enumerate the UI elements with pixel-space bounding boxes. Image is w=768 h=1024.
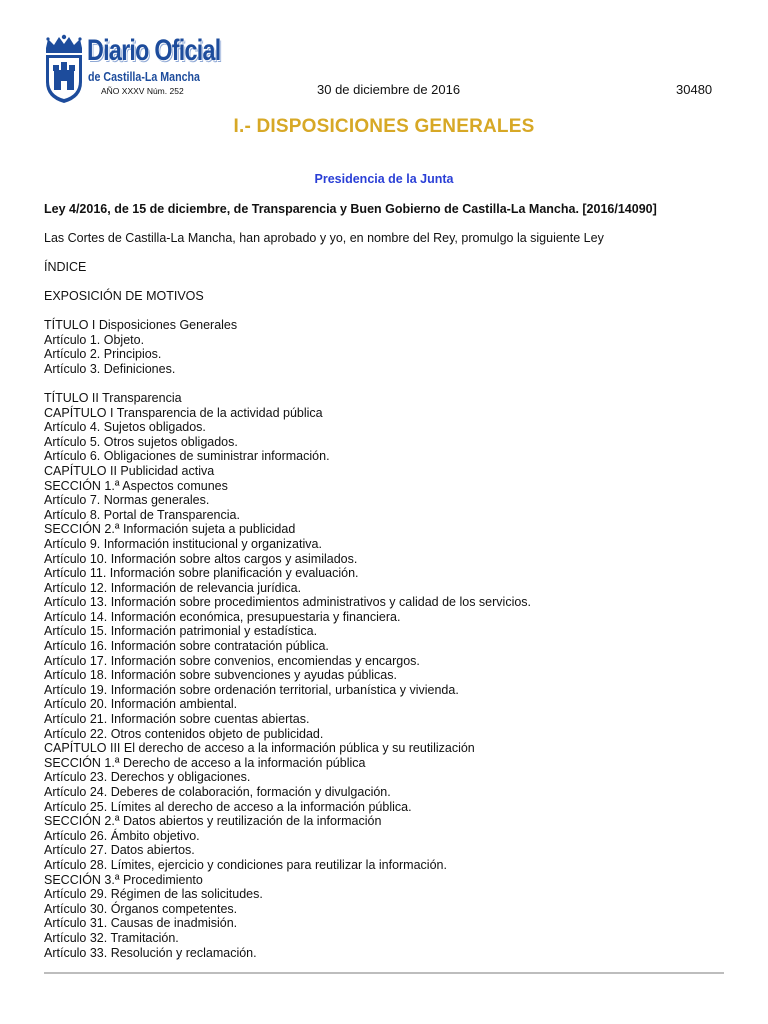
toc-line: Artículo 30. Órganos competentes. <box>44 901 238 916</box>
toc-line: Artículo 25. Límites al derecho de acceso a la información pública. <box>44 799 412 814</box>
issue-number: AÑO XXXV Núm. 252 <box>101 86 184 96</box>
toc-line: Artículo 1. Objeto. <box>44 332 145 347</box>
exposicion-heading: EXPOSICIÓN DE MOTIVOS <box>44 289 204 303</box>
toc-group <box>44 391 744 960</box>
toc-line: Artículo 19. Información sobre ordenación territorial, urbanística y vivienda. <box>44 682 459 697</box>
toc-line: Artículo 2. Principios. <box>44 347 162 362</box>
toc-line: Artículo 20. Información ambiental. <box>44 697 238 712</box>
toc-line: Artículo 13. Información sobre procedimientos administrativos y calidad de los servicios. <box>44 595 532 610</box>
toc-line: Artículo 8. Portal de Transparencia. <box>44 507 240 522</box>
toc-line: Artículo 32. Tramitación. <box>44 930 179 945</box>
logo-title: Diario Oficial <box>87 34 221 67</box>
toc-line: Artículo 9. Información institucional y organizativa. <box>44 536 322 551</box>
toc-line: Artículo 11. Información sobre planificación y evaluación. <box>44 566 359 581</box>
toc-line: Artículo 16. Información sobre contratación pública. <box>44 639 329 654</box>
toc-line: SECCIÓN 3.ª Procedimiento <box>44 872 203 887</box>
toc-line: Artículo 7. Normas generales. <box>44 493 210 508</box>
toc-line: Artículo 15. Información patrimonial y estadística. <box>44 624 318 639</box>
toc-line: SECCIÓN 2.ª Información sujeta a publicidad <box>44 522 296 537</box>
toc-line: Artículo 5. Otros sujetos obligados. <box>44 434 238 449</box>
toc-line: Artículo 17. Información sobre convenios, encomiendas y encargos. <box>44 653 420 668</box>
toc-line: CAPÍTULO III El derecho de acceso a la información pública y su reutilización <box>44 741 475 756</box>
section-title: I.- DISPOSICIONES GENERALES <box>233 116 535 137</box>
coat-of-arms-icon <box>42 34 86 104</box>
toc-line: CAPÍTULO I Transparencia de la actividad pública <box>44 405 323 420</box>
toc-line: Artículo 31. Causas de inadmisión. <box>44 916 238 931</box>
promulgation-text: Las Cortes de Castilla-La Mancha, han aprobado y yo, en nombre del Rey, promulgo la siguiente Ley <box>44 231 604 245</box>
toc-line: Artículo 22. Otros contenidos objeto de publicidad. <box>44 726 324 741</box>
toc-line: Artículo 24. Deberes de colaboración, formación y divulgación. <box>44 785 391 799</box>
page-header <box>0 0 768 110</box>
toc-line: SECCIÓN 1.ª Derecho de acceso a la información pública <box>44 755 366 770</box>
publication-date: 30 de diciembre de 2016 <box>317 82 461 97</box>
toc-line: Artículo 28. Límites, ejercicio y condiciones para reutilizar la información. <box>44 857 447 872</box>
logo-subtitle: de Castilla-La Mancha <box>88 69 200 84</box>
toc-line: Artículo 29. Régimen de las solicitudes. <box>44 887 263 902</box>
toc-line: Artículo 14. Información económica, presupuestaria y financiera. <box>44 609 401 624</box>
toc-line: Artículo 21. Información sobre cuentas abiertas. <box>44 712 310 727</box>
toc-line: TÍTULO II Transparencia <box>44 390 182 405</box>
table-of-contents <box>44 318 744 975</box>
footer-divider <box>44 972 724 974</box>
toc-line: Artículo 27. Datos abiertos. <box>44 843 195 858</box>
toc-line: Artículo 6. Obligaciones de suministrar información. <box>44 449 330 464</box>
toc-line: Artículo 4. Sujetos obligados. <box>44 420 206 435</box>
toc-line: SECCIÓN 2.ª Datos abiertos y reutilización de la información <box>44 814 382 829</box>
toc-line: SECCIÓN 1.ª Aspectos comunes <box>44 478 228 493</box>
toc-line: Artículo 23. Derechos y obligaciones. <box>44 770 251 785</box>
toc-group <box>44 318 744 376</box>
toc-line: TÍTULO I Disposiciones Generales <box>44 318 238 332</box>
toc-line: Artículo 33. Resolución y reclamación. <box>44 945 257 960</box>
toc-line: Artículo 3. Definiciones. <box>44 361 176 376</box>
page-number: 30480 <box>676 82 713 97</box>
toc-line: Artículo 10. Información sobre altos cargos y asimilados. <box>44 551 358 566</box>
toc-line: Artículo 26. Ámbito objetivo. <box>44 828 200 843</box>
toc-line: CAPÍTULO II Publicidad activa <box>44 463 215 478</box>
toc-line: Artículo 12. Información de relevancia jurídica. <box>44 580 302 595</box>
law-title: Ley 4/2016, de 15 de diciembre, de Transparencia y Buen Gobierno de Castilla-La Mancha. [2016/14090] <box>44 202 657 216</box>
index-heading: ÍNDICE <box>44 260 87 274</box>
toc-line: Artículo 18. Información sobre subvenciones y ayudas públicas. <box>44 668 397 683</box>
organization-heading: Presidencia de la Junta <box>314 172 454 186</box>
